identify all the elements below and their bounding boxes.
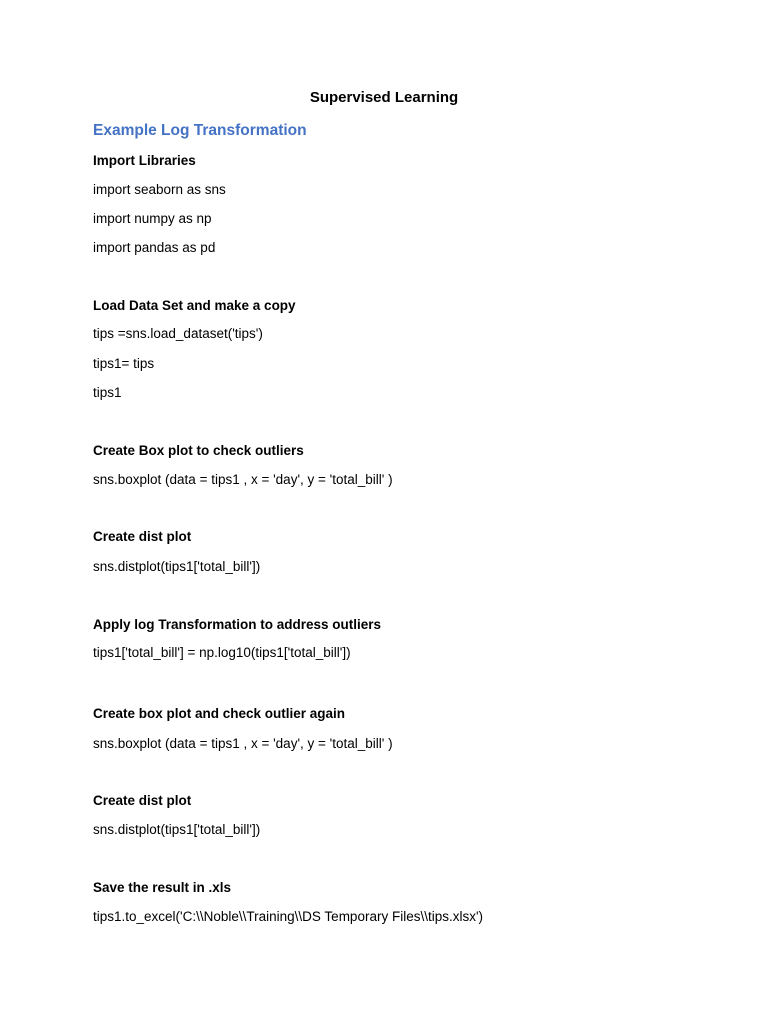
import-libraries-label: Import Libraries xyxy=(93,153,196,168)
code-line: import numpy as np xyxy=(93,211,212,226)
code-line: sns.boxplot (data = tips1 , x = 'day', y = 'total_bill' ) xyxy=(93,472,393,487)
dist-plot-again-label: Create dist plot xyxy=(93,793,192,808)
load-data-label: Load Data Set and make a copy xyxy=(93,298,296,313)
code-line: sns.distplot(tips1['total_bill']) xyxy=(93,822,261,837)
code-line: tips1.to_excel('C:\\Noble\\Training\\DS Temporary Files\\tips.xlsx') xyxy=(93,909,484,924)
log-transform-label: Apply log Transformation to address outliers xyxy=(93,617,382,632)
document-title: Supervised Learning xyxy=(309,89,459,106)
code-line: tips =sns.load_dataset('tips') xyxy=(93,326,263,341)
box-plot-again-label: Create box plot and check outlier again xyxy=(93,706,346,721)
code-line: sns.distplot(tips1['total_bill']) xyxy=(93,559,261,574)
box-plot-label: Create Box plot to check outliers xyxy=(93,443,304,458)
code-line: sns.boxplot (data = tips1 , x = 'day', y = 'total_bill' ) xyxy=(93,736,393,751)
code-line: tips1= tips xyxy=(93,356,155,371)
code-line: import pandas as pd xyxy=(93,240,216,255)
code-line: tips1['total_bill'] = np.log10(tips1['total_bill']) xyxy=(93,645,351,660)
section-heading: Example Log Transformation xyxy=(93,122,307,139)
code-line: import seaborn as sns xyxy=(93,182,226,197)
dist-plot-label: Create dist plot xyxy=(93,529,192,544)
code-line: tips1 xyxy=(93,385,122,400)
save-result-label: Save the result in .xls xyxy=(93,880,232,895)
